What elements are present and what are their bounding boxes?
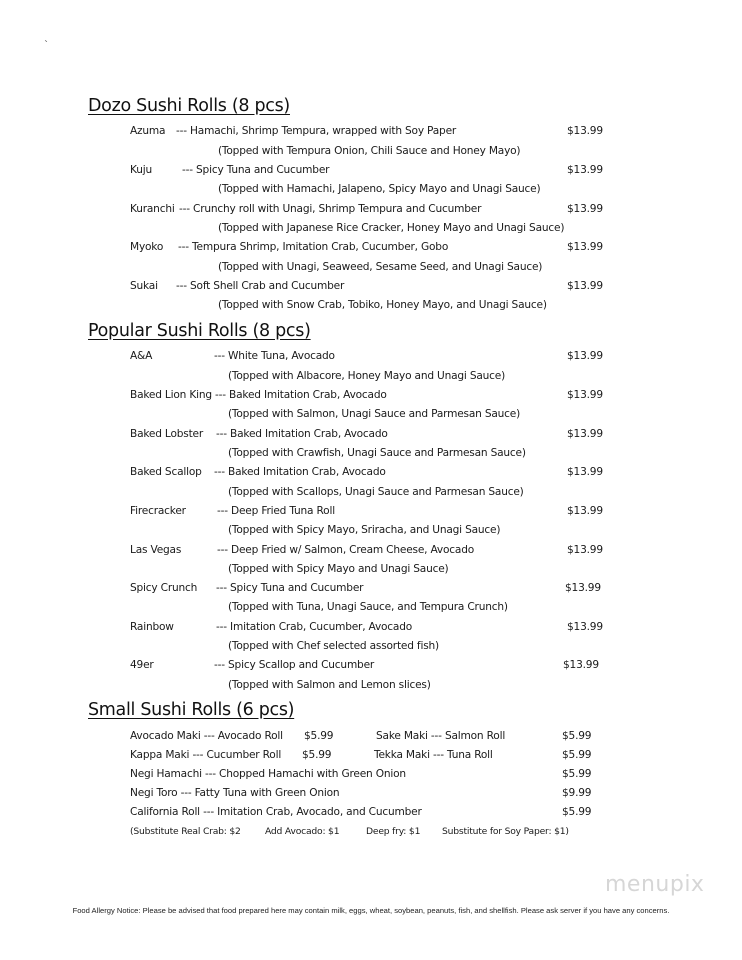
page-mark: ` xyxy=(44,40,49,51)
item-name: 49er xyxy=(130,659,154,671)
item-topping: (Topped with Salmon, Unagi Sauce and Parmesan Sauce) xyxy=(228,408,521,420)
item-name: Firecracker xyxy=(130,505,186,517)
item-price: $9.99 xyxy=(562,787,592,799)
option-real-crab: (Substitute Real Crab: $2 xyxy=(130,826,241,837)
item-price: $13.99 xyxy=(565,582,601,594)
item-topping: (Topped with Tuna, Unagi Sauce, and Tempura Crunch) xyxy=(228,601,508,613)
item-label: Negi Toro --- Fatty Tuna with Green Onion xyxy=(130,787,340,799)
item-price: $13.99 xyxy=(567,350,603,362)
item-price: $13.99 xyxy=(567,280,603,292)
item-price: $13.99 xyxy=(567,505,603,517)
item-price: $13.99 xyxy=(567,203,603,215)
item-label: Negi Hamachi --- Chopped Hamachi with Green Onion xyxy=(130,768,406,780)
item-name: Myoko xyxy=(130,241,164,253)
item-price: $13.99 xyxy=(567,241,603,253)
item-label: Tekka Maki --- Tuna Roll xyxy=(374,749,493,761)
item-name: Baked Lobster xyxy=(130,428,203,440)
item-price: $13.99 xyxy=(567,466,603,478)
item-price: $5.99 xyxy=(562,768,592,780)
item-price: $13.99 xyxy=(567,389,603,401)
item-topping: (Topped with Albacore, Honey Mayo and Unagi Sauce) xyxy=(228,370,506,382)
option-soy-paper: Substitute for Soy Paper: $1) xyxy=(442,826,569,837)
item-description: --- Imitation Crab, Cucumber, Avocado xyxy=(216,621,413,633)
item-topping: (Topped with Spicy Mayo and Unagi Sauce) xyxy=(228,563,449,575)
item-topping: (Topped with Tempura Onion, Chili Sauce and Honey Mayo) xyxy=(218,145,521,157)
section-title-small: Small Sushi Rolls (6 pcs) xyxy=(88,700,295,720)
item-name: Rainbow xyxy=(130,621,174,633)
section-title-dozo: Dozo Sushi Rolls (8 pcs) xyxy=(88,96,290,116)
item-label: California Roll --- Imitation Crab, Avocado, and Cucumber xyxy=(130,806,422,818)
item-price: $5.99 xyxy=(562,749,592,761)
item-topping: (Topped with Crawfish, Unagi Sauce and Parmesan Sauce) xyxy=(228,447,526,459)
item-topping: (Topped with Spicy Mayo, Sriracha, and Unagi Sauce) xyxy=(228,524,501,536)
item-name: Las Vegas xyxy=(130,544,182,556)
item-price: $5.99 xyxy=(562,806,592,818)
menupix-watermark: menupix xyxy=(605,872,705,897)
item-description: --- Baked Imitation Crab, Avocado xyxy=(214,466,386,478)
item-price: $13.99 xyxy=(563,659,599,671)
item-name: Kuju xyxy=(130,164,152,176)
option-deep-fry: Deep fry: $1 xyxy=(366,826,421,837)
item-description: --- Baked Imitation Crab, Avocado xyxy=(215,389,387,401)
allergy-notice: Food Allergy Notice: Please be advised that food prepared here may contain milk, eggs, wheat, soybean, peanuts, fish, and shellfish. Please ask server if you have any concerns. xyxy=(72,906,670,915)
item-price: $13.99 xyxy=(567,428,603,440)
item-name: Baked Scallop xyxy=(130,466,202,478)
item-price: $5.99 xyxy=(304,730,334,742)
item-topping: (Topped with Japanese Rice Cracker, Honey Mayo and Unagi Sauce) xyxy=(218,222,565,234)
item-price: $5.99 xyxy=(562,730,592,742)
section-title-popular: Popular Sushi Rolls (8 pcs) xyxy=(88,321,311,341)
item-label: Kappa Maki --- Cucumber Roll xyxy=(130,749,282,761)
item-topping: (Topped with Scallops, Unagi Sauce and Parmesan Sauce) xyxy=(228,486,524,498)
item-price: $13.99 xyxy=(567,544,603,556)
item-name: Azuma xyxy=(130,125,166,137)
item-topping: (Topped with Chef selected assorted fish) xyxy=(228,640,439,652)
option-avocado: Add Avocado: $1 xyxy=(265,826,340,837)
item-topping: (Topped with Unagi, Seaweed, Sesame Seed, and Unagi Sauce) xyxy=(218,261,543,273)
item-price: $5.99 xyxy=(302,749,332,761)
item-description: --- Soft Shell Crab and Cucumber xyxy=(176,280,345,292)
item-name: Kuranchi xyxy=(130,203,175,215)
item-name: Sukai xyxy=(130,280,158,292)
item-description: --- Deep Fried w/ Salmon, Cream Cheese, Avocado xyxy=(217,544,474,556)
item-topping: (Topped with Snow Crab, Tobiko, Honey Mayo, and Unagi Sauce) xyxy=(218,299,547,311)
item-description: --- Spicy Tuna and Cucumber xyxy=(182,164,330,176)
item-description: --- White Tuna, Avocado xyxy=(214,350,335,362)
item-description: --- Spicy Scallop and Cucumber xyxy=(214,659,375,671)
item-description: --- Baked Imitation Crab, Avocado xyxy=(216,428,388,440)
item-description: --- Tempura Shrimp, Imitation Crab, Cucumber, Gobo xyxy=(178,241,449,253)
item-topping: (Topped with Hamachi, Jalapeno, Spicy Mayo and Unagi Sauce) xyxy=(218,183,541,195)
item-label: Sake Maki --- Salmon Roll xyxy=(376,730,506,742)
item-topping: (Topped with Salmon and Lemon slices) xyxy=(228,679,431,691)
item-name: Spicy Crunch xyxy=(130,582,198,594)
item-price: $13.99 xyxy=(567,621,603,633)
item-name: A&A xyxy=(130,350,153,362)
item-price: $13.99 xyxy=(567,125,603,137)
item-description: --- Crunchy roll with Unagi, Shrimp Tempura and Cucumber xyxy=(179,203,482,215)
item-description: --- Deep Fried Tuna Roll xyxy=(217,505,335,517)
item-name: Baked Lion King xyxy=(130,389,212,401)
item-description: --- Spicy Tuna and Cucumber xyxy=(216,582,364,594)
item-description: --- Hamachi, Shrimp Tempura, wrapped with Soy Paper xyxy=(176,125,457,137)
item-price: $13.99 xyxy=(567,164,603,176)
item-label: Avocado Maki --- Avocado Roll xyxy=(130,730,283,742)
